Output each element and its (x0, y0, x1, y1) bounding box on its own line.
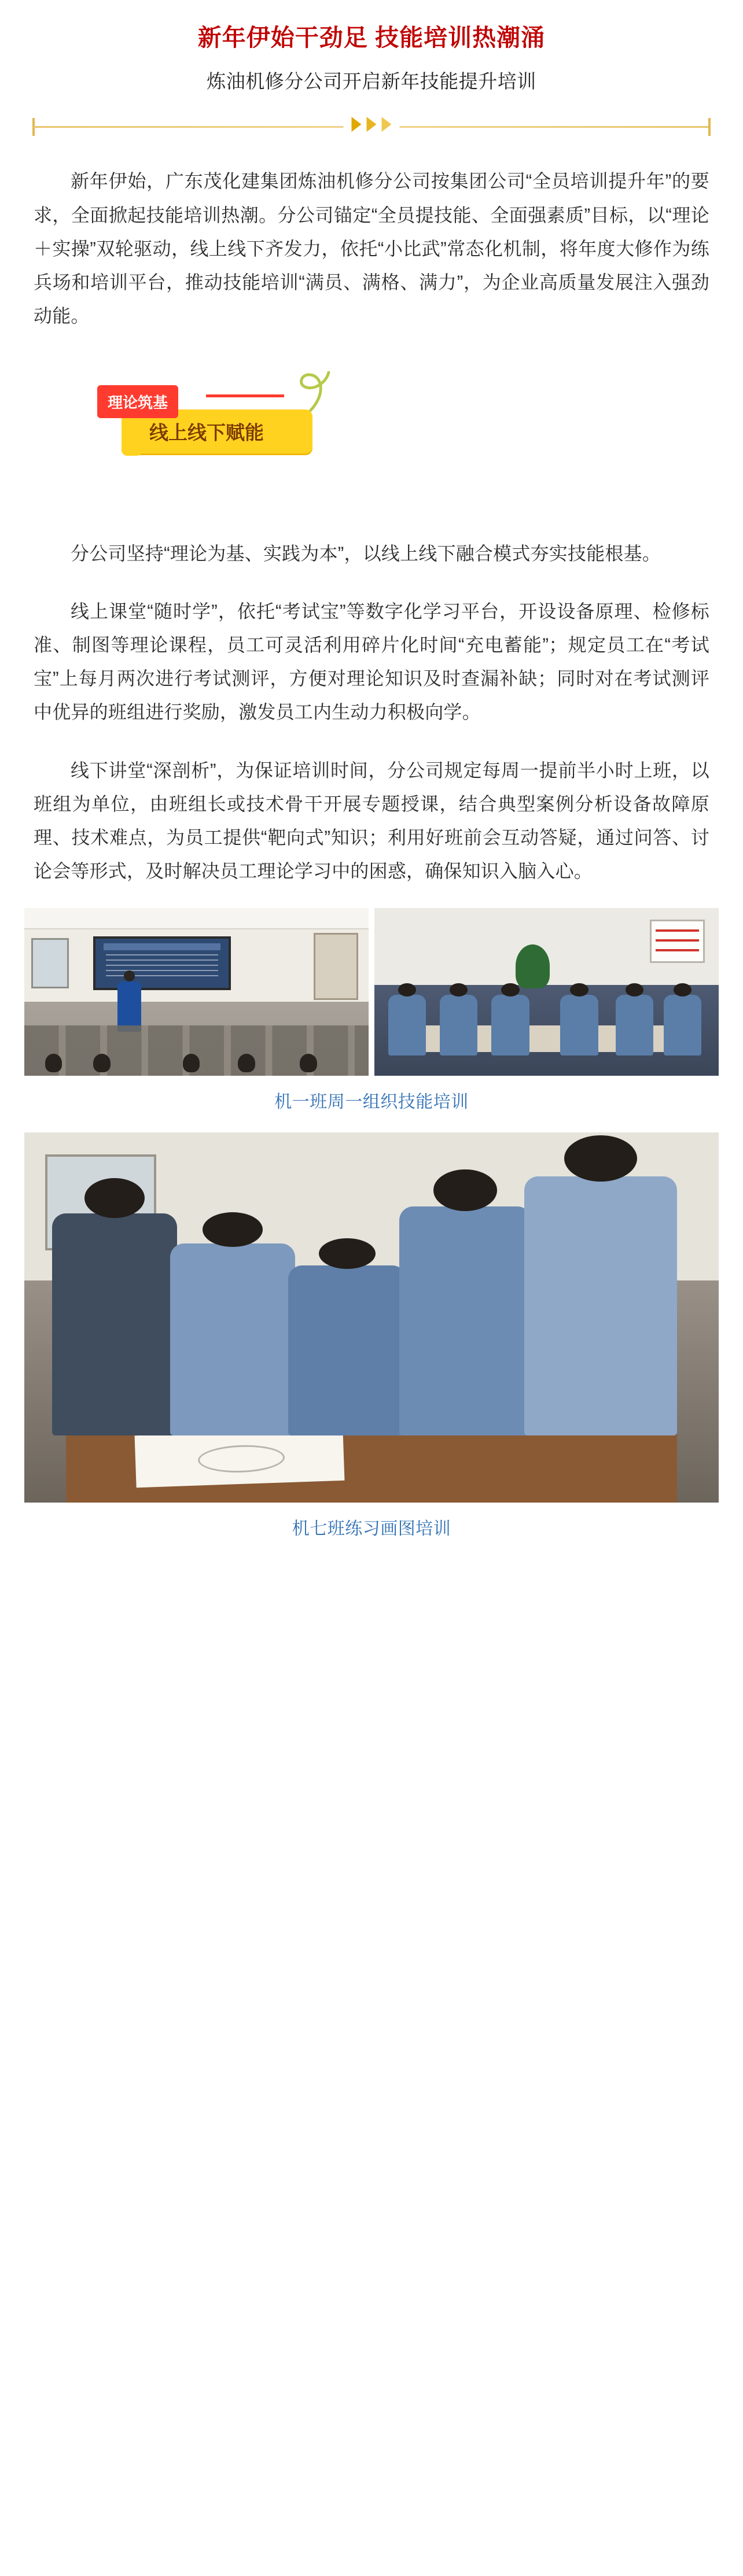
section-tag-label: 理论筑基 (97, 385, 178, 418)
badge-connector-bar (206, 394, 284, 397)
section-heading-graphic (34, 374, 709, 512)
page-subtitle: 炼油机修分公司开启新年技能提升培训 (207, 71, 536, 93)
article-header (0, 0, 743, 140)
page-title: 新年伊始干劲足 技能培训热潮涌 (197, 24, 546, 51)
figure-drawing-practice (0, 1132, 743, 1540)
triple-right-arrow-icon (344, 117, 400, 132)
group-drawing-practice-photo (24, 1132, 719, 1503)
arrow-icon (352, 117, 362, 132)
paragraph: 分公司坚持“理论为基、实践为本”，以线上线下融合模式夯实技能根基。 (71, 542, 661, 564)
classroom-projector-photo (24, 908, 369, 1076)
section-title-text: 线上线下赋能 (149, 422, 264, 444)
header-divider (0, 115, 743, 140)
seated-trainees-photo (374, 908, 719, 1076)
paragraph: 线上课堂“随时学”，依托“考试宝”等数字化学习平台，开设设备原理、检修标准、制图等理论课程，员工可灵活利用碎片化时间“充电蓄能”；规定员工在“考试宝”上每月两次进行考试测评，方便对理论知识及时查漏补缺；同时对在考试测评中优异的班组进行奖励，激发员工内生动力积极向学。 (34, 600, 709, 723)
divider-cap-right (708, 118, 711, 136)
figure-training-classroom (0, 908, 743, 1113)
arrow-icon (367, 117, 377, 132)
badge-notch (122, 446, 142, 456)
figure-caption: 机一班周一组织技能培训 (274, 1092, 469, 1112)
photo-row (24, 908, 719, 1076)
article-body (0, 164, 743, 888)
paragraph: 新年伊始，广东茂化建集团炼油机修分公司按集团公司“全员培训提升年”的要求，全面掀起技能培训热潮。分公司锚定“全员提技能、全面强素质”目标，以“理论＋实操”双轮驱动，线上线下齐发力，依托“小比武”常态化机制，将年度大修作为练兵场和培训平台，推动技能培训“满员、满格、满力”，为企业高质量发展注入强劲动能。 (34, 171, 709, 327)
figure-caption: 机七班练习画图培训 (292, 1519, 451, 1538)
paragraph: 线下讲堂“深剖析”，为保证培训时间，分公司规定每周一提前半小时上班，以班组为单位，由班组长或技术骨干开展专题授课，结合典型案例分析设备故障原理、技术难点，为员工提供“靶向式”知识；利用好班前会互动答疑，通过问答、讨论会等形式，及时解决员工理论学习中的困惑，确保知识入脑入心。 (34, 759, 709, 882)
arrow-icon (382, 117, 392, 132)
